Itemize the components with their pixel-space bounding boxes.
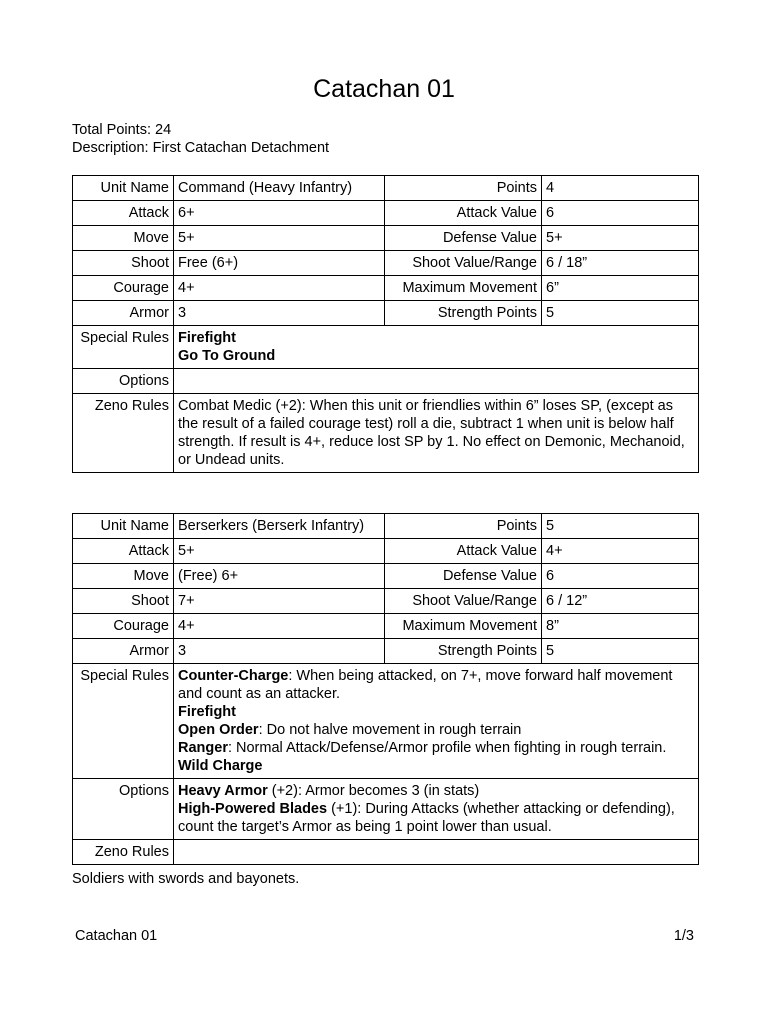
table-row xyxy=(73,840,699,865)
strength-points-label: Strength Points xyxy=(385,639,542,664)
table-row xyxy=(73,779,699,840)
shoot-value-range-label: Shoot Value/Range xyxy=(385,589,542,614)
shoot-value-range-label: Shoot Value/Range xyxy=(385,251,542,276)
defense-value-label: Defense Value xyxy=(385,226,542,251)
zeno-rules-label: Zeno Rules xyxy=(73,394,174,473)
armor-value: 3 xyxy=(174,301,385,326)
rule-name: Go To Ground xyxy=(178,348,276,364)
defense-value-value: 6 xyxy=(542,564,699,589)
shoot-value: 7+ xyxy=(174,589,385,614)
courage-label: Courage xyxy=(73,614,174,639)
table-row xyxy=(73,326,699,369)
attack-label: Attack xyxy=(73,539,174,564)
unit-name-label: Unit Name xyxy=(73,176,174,201)
table-row xyxy=(73,614,699,639)
attack-value-value: 4+ xyxy=(542,539,699,564)
options-label: Options xyxy=(73,779,174,840)
unit-name-label: Unit Name xyxy=(73,514,174,539)
move-value: (Free) 6+ xyxy=(174,564,385,589)
option-item xyxy=(178,800,694,836)
table-row xyxy=(73,276,699,301)
move-label: Move xyxy=(73,226,174,251)
zeno-rules-label: Zeno Rules xyxy=(73,840,174,865)
courage-value: 4+ xyxy=(174,614,385,639)
armor-value: 3 xyxy=(174,639,385,664)
table-row xyxy=(73,226,699,251)
table-row xyxy=(73,514,699,539)
attack-value: 6+ xyxy=(174,201,385,226)
special-rules-value xyxy=(174,326,699,369)
zeno-rules-value: Combat Medic (+2): When this unit or friendlies within 6” loses SP, (except as the result of a failed courage test) roll a die, subtract 1 when unit is below half strength. If result is 4+, reduce lost SP by 1. No effect on Demonic, Mechanoid, or Undead units. xyxy=(174,394,699,473)
zeno-rules-value xyxy=(174,840,699,865)
rule-text: : Do not halve movement in rough terrain xyxy=(258,722,522,738)
table-row xyxy=(73,301,699,326)
rule-name: Counter-Charge xyxy=(178,668,289,684)
table-row xyxy=(73,201,699,226)
table-row xyxy=(73,589,699,614)
table-row xyxy=(73,664,699,779)
rule-name: Firefight xyxy=(178,330,236,346)
footer-title: Catachan 01 xyxy=(75,928,158,944)
rule-item xyxy=(178,329,694,347)
maximum-movement-label: Maximum Movement xyxy=(385,276,542,301)
rule-item xyxy=(178,703,694,721)
rule-item xyxy=(178,721,694,739)
rule-name: Open Order xyxy=(178,722,259,738)
table-row xyxy=(73,369,699,394)
total-points: Total Points: 24 xyxy=(72,122,172,138)
shoot-value: Free (6+) xyxy=(174,251,385,276)
armor-label: Armor xyxy=(73,301,174,326)
courage-label: Courage xyxy=(73,276,174,301)
points-value: 4 xyxy=(542,176,699,201)
armor-label: Armor xyxy=(73,639,174,664)
document-meta xyxy=(72,121,329,157)
rule-item xyxy=(178,739,694,757)
maximum-movement-value: 8” xyxy=(542,614,699,639)
defense-value-label: Defense Value xyxy=(385,564,542,589)
unit-table-command xyxy=(72,175,699,473)
shoot-label: Shoot xyxy=(73,589,174,614)
option-item xyxy=(178,782,694,800)
table-row xyxy=(73,176,699,201)
table-row xyxy=(73,564,699,589)
maximum-movement-value: 6” xyxy=(542,276,699,301)
option-name: Heavy Armor xyxy=(178,783,268,799)
table-row xyxy=(73,639,699,664)
rule-item xyxy=(178,347,694,365)
attack-label: Attack xyxy=(73,201,174,226)
table-row xyxy=(73,251,699,276)
shoot-value-range-value: 6 / 12” xyxy=(542,589,699,614)
attack-value-label: Attack Value xyxy=(385,201,542,226)
points-label: Points xyxy=(385,514,542,539)
attack-value: 5+ xyxy=(174,539,385,564)
unit-name-value: Berserkers (Berserk Infantry) xyxy=(174,514,385,539)
strength-points-value: 5 xyxy=(542,639,699,664)
shoot-value-range-value: 6 / 18” xyxy=(542,251,699,276)
unit-table-berserkers xyxy=(72,513,699,865)
table-row xyxy=(73,394,699,473)
rule-text: : Normal Attack/Defense/Armor profile when fighting in rough terrain. xyxy=(227,740,667,756)
special-rules-value xyxy=(174,664,699,779)
rule-name: Ranger xyxy=(178,740,228,756)
points-label: Points xyxy=(385,176,542,201)
points-value: 5 xyxy=(542,514,699,539)
option-text: (+2): Armor becomes 3 (in stats) xyxy=(267,783,480,799)
page-number: 1/3 xyxy=(673,928,694,944)
attack-value-label: Attack Value xyxy=(385,539,542,564)
rule-name: Firefight xyxy=(178,704,236,720)
move-label: Move xyxy=(73,564,174,589)
options-value xyxy=(174,369,699,394)
special-rules-label: Special Rules xyxy=(73,664,174,779)
special-rules-label: Special Rules xyxy=(73,326,174,369)
options-label: Options xyxy=(73,369,174,394)
move-value: 5+ xyxy=(174,226,385,251)
option-text: (+1): During Attacks (whether attacking or defending), count the target’s Armor as being 1 point lower than usual. xyxy=(178,801,675,835)
strength-points-label: Strength Points xyxy=(385,301,542,326)
attack-value-value: 6 xyxy=(542,201,699,226)
rule-name: Wild Charge xyxy=(178,758,263,774)
maximum-movement-label: Maximum Movement xyxy=(385,614,542,639)
strength-points-value: 5 xyxy=(542,301,699,326)
rule-item xyxy=(178,757,694,775)
document-title: Catachan 01 xyxy=(313,75,455,103)
unit-caption: Soldiers with swords and bayonets. xyxy=(72,871,300,887)
defense-value-value: 5+ xyxy=(542,226,699,251)
unit-name-value: Command (Heavy Infantry) xyxy=(174,176,385,201)
rule-item xyxy=(178,667,694,703)
table-row xyxy=(73,539,699,564)
courage-value: 4+ xyxy=(174,276,385,301)
rule-text: : When being attacked, on 7+, move forward half movement and count as an attacker. xyxy=(178,668,673,702)
description: Description: First Catachan Detachment xyxy=(72,140,330,156)
options-value xyxy=(174,779,699,840)
option-name: High-Powered Blades xyxy=(178,801,328,817)
shoot-label: Shoot xyxy=(73,251,174,276)
